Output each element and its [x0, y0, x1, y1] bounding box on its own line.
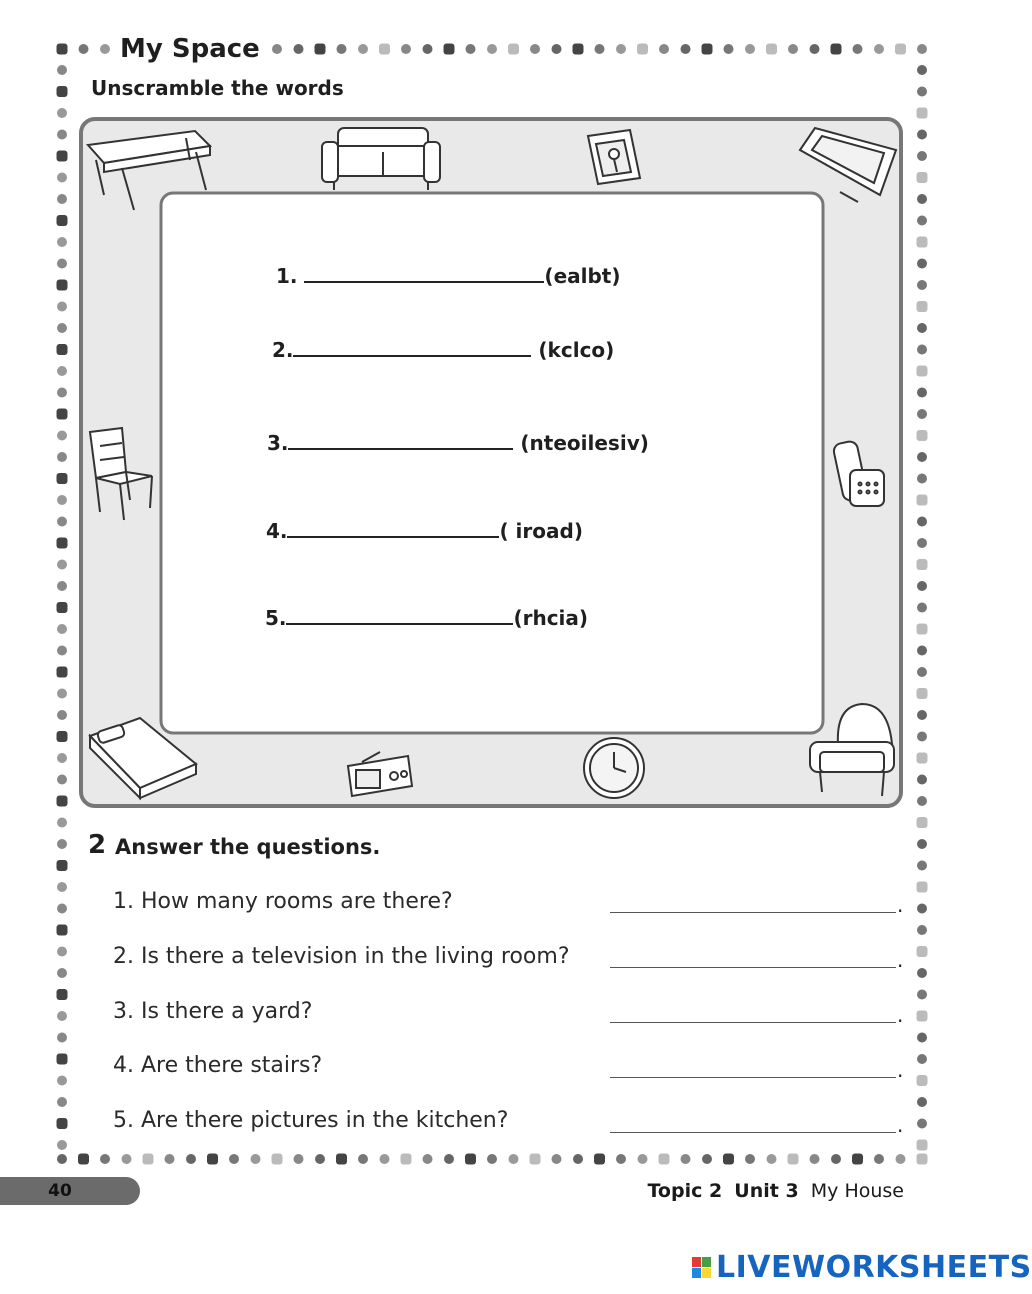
- answer-blank[interactable]: [304, 265, 544, 283]
- scrambled-word: (nteoilesiv): [513, 431, 649, 455]
- question-4: 4. Are there stairs?: [113, 1053, 323, 1078]
- scrambled-word: (kclco): [531, 338, 615, 362]
- liveworksheets-logo-icon: [692, 1257, 712, 1279]
- exercise-1-instruction: Unscramble the words: [91, 76, 344, 100]
- scramble-item-1: [262, 240, 621, 288]
- answer-line-5[interactable]: [610, 1110, 896, 1133]
- period: .: [897, 1003, 904, 1027]
- clock-icon: [584, 738, 644, 798]
- picture-frame-icon: [588, 130, 640, 184]
- page-number: 40: [48, 1181, 72, 1201]
- section-number: 2: [88, 830, 107, 860]
- item-number: 2.: [271, 338, 294, 362]
- item-number: 1.: [275, 264, 305, 288]
- period: .: [897, 1113, 904, 1137]
- answer-blank[interactable]: [287, 520, 499, 538]
- section-title: Answer the questions.: [115, 835, 381, 859]
- scrambled-word: (ealbt): [544, 264, 621, 288]
- scrambled-word: (rhcia): [513, 606, 589, 630]
- item-number: 4.: [265, 519, 288, 543]
- answer-line-3[interactable]: [610, 1000, 896, 1023]
- topic-label: Topic 2: [647, 1180, 723, 1202]
- scramble-item-5: [251, 582, 588, 630]
- page-title: My Space: [118, 34, 268, 64]
- question-2: 2. Is there a television in the living room?: [113, 944, 570, 969]
- question-3: 3. Is there a yard?: [113, 999, 313, 1024]
- unit-label: Unit 3: [734, 1180, 799, 1202]
- scramble-item-3: [253, 407, 649, 455]
- liveworksheets-brand[interactable]: LIVEWORKSHEETS: [716, 1250, 1032, 1285]
- scramble-item-4: [252, 495, 583, 543]
- scrambled-word: ( iroad): [499, 519, 583, 543]
- item-number: 5.: [264, 606, 287, 630]
- answer-line-1[interactable]: [610, 890, 896, 913]
- scramble-item-2: [258, 314, 614, 362]
- question-5: 5. Are there pictures in the kitchen?: [113, 1108, 509, 1133]
- answer-line-4[interactable]: [610, 1055, 896, 1078]
- answer-blank[interactable]: [293, 339, 531, 357]
- answer-blank[interactable]: [288, 432, 513, 450]
- unit-name: My House: [810, 1180, 904, 1202]
- item-number: 3.: [266, 431, 289, 455]
- period: .: [897, 1058, 904, 1082]
- answer-line-2[interactable]: [610, 945, 896, 968]
- period: .: [897, 893, 904, 917]
- footer-topic: [648, 1180, 905, 1202]
- question-1: 1. How many rooms are there?: [113, 889, 453, 914]
- period: .: [897, 948, 904, 972]
- answer-blank[interactable]: [286, 607, 513, 625]
